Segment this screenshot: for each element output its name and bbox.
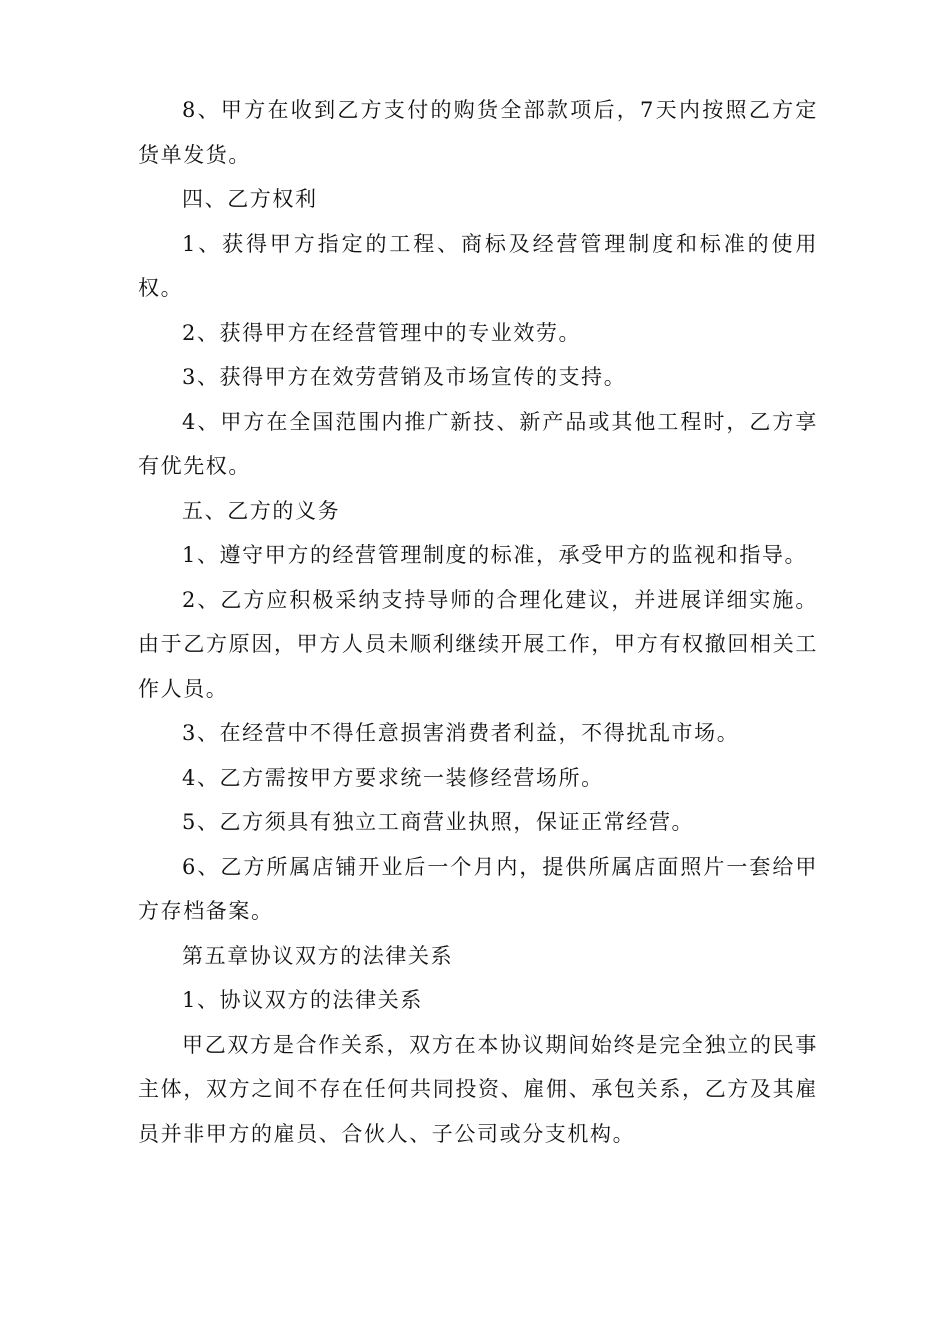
document-body <box>138 88 818 1156</box>
section-heading-party-b-obligations: 五、乙方的义务 <box>182 498 341 523</box>
paragraph-right-2: 2、获得甲方在经营管理中的专业效劳。 <box>182 320 582 345</box>
paragraph-delivery-terms: 8、甲方在收到乙方支付的购货全部款项后，7天内按照乙方定货单发货。 <box>138 98 818 167</box>
paragraph-obligation-5: 5、乙方须具有独立工商营业执照，保证正常经营。 <box>182 810 695 834</box>
paragraph-obligation-6: 6、乙方所属店铺开业后一个月内，提供所属店面照片一套给甲方存档备案。 <box>138 854 818 923</box>
section-heading-party-b-rights: 四、乙方权利 <box>182 187 318 211</box>
paragraph-right-1: 1、获得甲方指定的工程、商标及经营管理制度和标准的使用权。 <box>138 231 818 300</box>
paragraph-obligation-1: 1、遵守甲方的经营管理制度的标准，承受甲方的监视和指导。 <box>182 543 808 567</box>
paragraph-legal-relationship: 甲乙双方是合作关系，双方在本协议期间始终是完全独立的民事主体，双方之间不存在任何共同投资、雇佣、承包关系，乙方及其雇员并非甲方的雇员、合伙人、子公司或分支机构。 <box>138 1032 818 1146</box>
paragraph-obligation-3: 3、在经营中不得任意损害消费者利益，不得扰乱市场。 <box>182 721 740 745</box>
paragraph-obligation-4: 4、乙方需按甲方要求统一装修经营场所。 <box>182 765 604 790</box>
paragraph-obligation-2: 2、乙方应积极采纳支持导师的合理化建议，并进展详细实施。由于乙方原因，甲方人员未顺利继续开展工作，甲方有权撤回相关工作人员。 <box>138 587 818 701</box>
chapter-heading-legal-relationship: 第五章协议双方的法律关系 <box>182 943 454 968</box>
subsection-heading-legal-relationship: 1、协议双方的法律关系 <box>182 988 423 1012</box>
paragraph-right-3: 3、获得甲方在效劳营销及市场宣传的支持。 <box>182 365 627 389</box>
paragraph-right-4: 4、甲方在全国范围内推广新技、新产品或其他工程时，乙方享有优先权。 <box>138 409 818 478</box>
